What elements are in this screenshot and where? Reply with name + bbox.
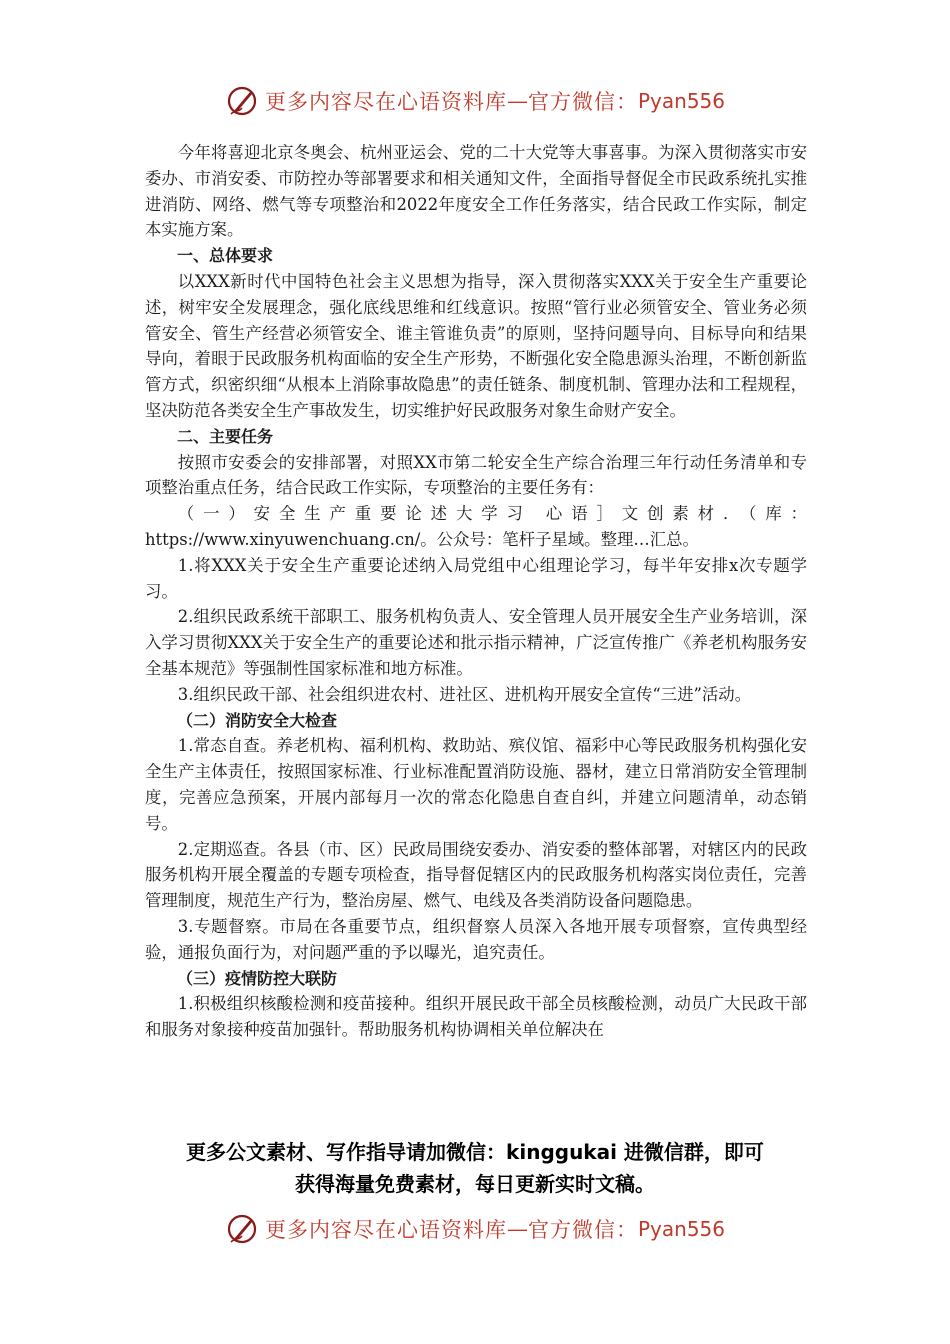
banner-wechat-id: Pyan556: [637, 89, 725, 113]
subsection-heading: （三）疫情防控大联防: [177, 968, 338, 988]
intro-paragraph: 今年将喜迎北京冬奥会、杭州亚运会、党的二十大党等大事喜事。为深入贯彻落实市安委办、市消安委、市防控办等部署要求和相关通知文件，全面指导督促全市民政系统扎实推进消防、网络、燃气等专项整治和2022年度安全工作任务落实，结合民政工作实际，制定本实施方案。: [145, 143, 807, 240]
footer-banner: [0, 1206, 950, 1252]
header-banner: [0, 78, 950, 124]
subsection-heading: （一）安全生产重要论述大学习 心语］文创素材．（库：https://www.xinyuwenchuang.cn/。公众号：笔杆子星域。整理…汇总。: [145, 504, 807, 549]
list-item: 3.专题督察。市局在各重要节点，组织督察人员深入各地开展专项督察，宣传典型经验，通报负面行为，对问题严重的予以曝光，追究责任。: [145, 916, 807, 962]
list-item: 3.组织民政干部、社会组织进农村、进社区、进机构开展安全宣传“三进”活动。: [177, 684, 752, 704]
list-item: 2.组织民政系统干部职工、服务机构负责人、安全管理人员开展安全生产业务培训，深入学习贯彻XXX关于安全生产的重要论述和批示指示精神，广泛宣传推广《养老机构服务安全基本规范》等强制性国家标准和地方标准。: [145, 607, 807, 678]
section-heading: 一、总体要求: [177, 246, 274, 266]
banner-separator: —: [506, 1217, 528, 1241]
document-body: [145, 140, 807, 1043]
list-item: 2.定期巡查。各县（市、区）民政局围绕安委办、消安委的整体部署，对辖区内的民政服务机构开展全覆盖的专题专项检查，指导督促辖区内的民政服务机构落实岗位责任，完善管理制度，规范生产行为，整治房屋、燃气、电线及各类消防设备问题隐患。: [145, 839, 807, 911]
list-item: 1.将XXX关于安全生产重要论述纳入局党组中心组理论学习，每半年安排x次专题学习。: [145, 555, 807, 601]
pen-logo-icon: [225, 1212, 259, 1246]
footer-note-line: 获得海量免费素材，每日更新实时文稿。: [295, 1172, 655, 1196]
section-heading: 二、主要任务: [177, 426, 274, 446]
pen-logo-icon: [225, 84, 259, 118]
banner-text: 更多内容尽在心语资料库: [264, 90, 507, 114]
body-paragraph: 以XXX新时代中国特色社会主义思想为指导，深入贯彻落实XXX关于安全生产重要论述，树牢安全发展理念，强化底线思维和红线意识。按照“管行业必须管安全、管业务必须管安全、管生产经营必须管安全、谁主管谁负责”的原则，坚持问题导向、目标导向和结果导向，着眼于民政服务机构面临的安全生产形势，不断强化安全隐患源头治理，不断创新监管方式，织密织细“从根本上消除事故隐患”的责任链条、制度机制、管理办法和工程规程，坚决防范各类安全生产事故发生，切实维护好民政服务对象生命财产安全。: [145, 271, 807, 420]
banner-text: 更多内容尽在心语资料库: [264, 1218, 507, 1242]
list-item: 1.常态自查。养老机构、福利机构、救助站、殡仪馆、福彩中心等民政服务机构强化安全生产主体责任，按照国家标准、行业标准配置消防设施、器材，建立日常消防安全管理制度，完善应急预案，开展内部每月一次的常态化隐患自查自纠，并建立问题清单，动态销号。: [145, 736, 807, 833]
banner-separator: —: [506, 89, 528, 113]
banner-wechat-label: 官方微信：: [527, 90, 638, 114]
footer-note-line: 更多公文素材、写作指导请加微信：kinggukai 进微信群，即可: [186, 1140, 764, 1164]
footer-note: [0, 1136, 950, 1200]
body-paragraph: 按照市安委会的安排部署，对照XX市第二轮安全生产综合治理三年行动任务清单和专项整治重点任务，结合民政工作实际，专项整治的主要任务有：: [145, 452, 807, 498]
subsection-heading: （二）消防安全大检查: [177, 710, 338, 730]
list-item: 1.积极组织核酸检测和疫苗接种。组织开展民政干部全员核酸检测，动员广大民政干部和服务对象接种疫苗加强针。帮助服务机构协调相关单位解决在: [145, 994, 807, 1040]
banner-wechat-id: Pyan556: [637, 1217, 725, 1241]
banner-wechat-label: 官方微信：: [527, 1218, 638, 1242]
